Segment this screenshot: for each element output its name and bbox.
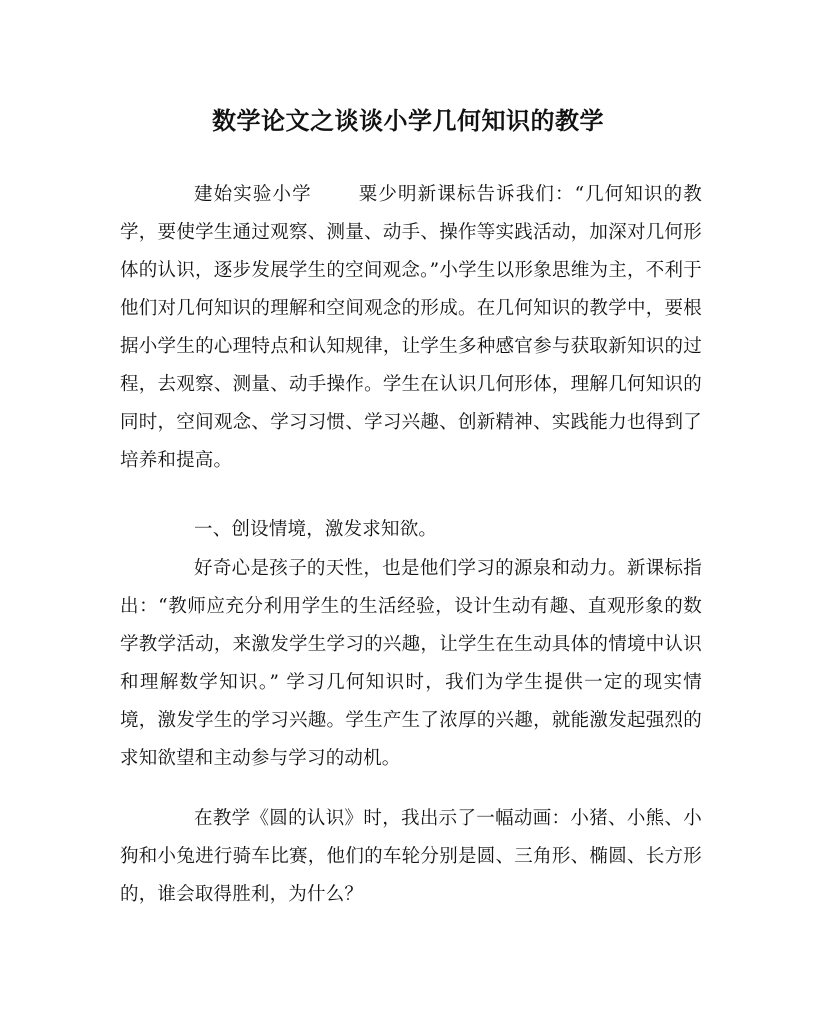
section-heading: 一、创设情境，激发求知欲。 [194,519,438,540]
intro-text: 新课标告诉我们：“几何知识的教学，要使学生通过观察、测量、动手、操作等实践活动，加深对几何形体的认识，逐步发展学生的空间观念。”小学生以形象思维为主，不利于他们对几何知识的理解和空间观念的形成。在几何知识的教学中，要根据小学生的心理特点和认知规律，让学生多种感官参与获取新知识的过程，去观察、测量、动手操作。学生在认识几何形体，理解几何知识的同时，空间观念、学习习惯、学习兴趣、创新精神、实践能力也得到了培养和提高。 [120,184,702,471]
body-paragraph-2: 好奇心是孩子的天性，也是他们学习的源泉和动力。新课标指出：“教师应充分利用学生的生活经验，设计生动有趣、直观形象的数学教学活动，来激发学生学习的兴趣，让学生在生动具体的情境中认识和理解数学知识。” 学习几何知识时，我们为学生提供一定的现实情境，激发学生的学习兴趣。学生产生了浓厚的兴趣，就能激发起强烈的求知欲望和主动参与学习的动机。 [120,558,702,769]
body-paragraph-3: 在教学《圆的认识》时，我出示了一幅动画：小猪、小熊、小狗和小兔进行骑车比赛，他们的车轮分别是圆、三角形、椭圆、长方形的，谁会取得胜利，为什么？ [120,808,702,905]
document-title: 数学论文之谈谈小学几何知识的教学 [212,106,604,135]
intro-paragraph [120,176,702,480]
author-name: 粟少明 [357,184,418,205]
school-name: 建始实验小学 [194,184,312,205]
